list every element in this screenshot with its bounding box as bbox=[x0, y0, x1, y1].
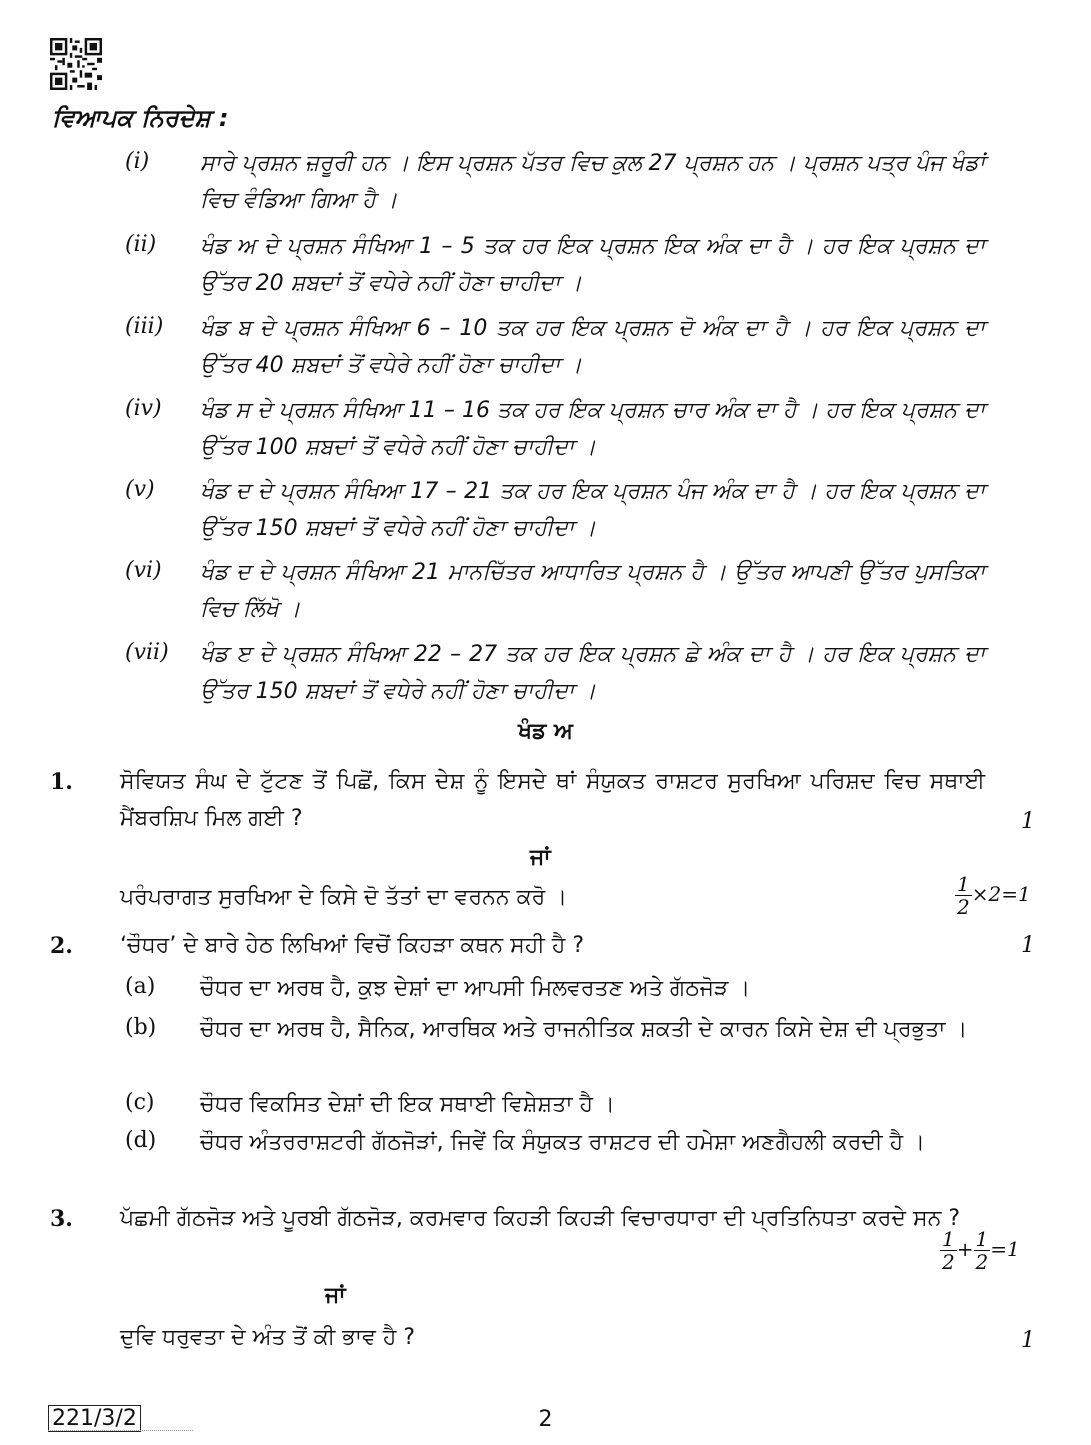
question-text: ਸੋਵਿਯਤ ਸੰਘ ਦੇ ਟੁੱਟਣ ਤੋਂ ਪਿਛੋਂ, ਕਿਸ ਦੇਸ਼ ਨੂੰ ਇਸਦੇ ਥਾਂ ਸੰਯੁਕਤ ਰਾਸ਼ਟਰ ਸੁਰਖਿਆ ਪਰਿਸ਼ਦ ਵਿਚ ਸਥਾਈ ਮੈਂਬਰਸ਼ਿਪ ਮਿਲ ਗਈ ? bbox=[120, 769, 985, 831]
question-number: 2. bbox=[50, 933, 73, 959]
option-label: (a) bbox=[125, 974, 156, 999]
question-1 bbox=[50, 763, 1035, 837]
fraction-denominator: 2 bbox=[975, 1250, 989, 1274]
fraction-denominator: 2 bbox=[942, 1250, 955, 1274]
fraction-denominator: 2 bbox=[957, 895, 970, 919]
question-mark: 1 bbox=[1021, 933, 1035, 958]
instruction-item bbox=[125, 145, 985, 219]
fraction-numerator: 1 bbox=[957, 872, 970, 896]
fraction-rest: =1 bbox=[990, 1237, 1020, 1261]
instruction-number: (iv) bbox=[125, 396, 162, 421]
general-instructions-title: ਵਿਆਪਕ ਨਿਰਦੇਸ਼ : bbox=[52, 104, 229, 132]
fraction-rest: ×2=1 bbox=[971, 882, 1031, 906]
instruction-item bbox=[125, 392, 985, 466]
instruction-number: (vi) bbox=[125, 558, 162, 583]
page-number: 2 bbox=[538, 1407, 553, 1432]
option-text: ਚੌਧਰ ਵਿਕਸਿਤ ਦੇਸ਼ਾਂ ਦੀ ਇਕ ਸਥਾਈ ਵਿਸ਼ੇਸ਼ਤਾ ਹੈ । bbox=[200, 1092, 615, 1117]
question-mark: 1 bbox=[1021, 1328, 1035, 1353]
fraction-numerator: 1 bbox=[942, 1227, 955, 1251]
alternative-question-text: ਦੁਵਿ ਧਰੁਵਤਾ ਦੇ ਅੰਤ ਤੋਂ ਕੀ ਭਾਵ ਹੈ ? bbox=[120, 1325, 416, 1350]
instruction-text: ਖੰਡ ਬ ਦੇ ਪ੍ਰਸ਼ਨ ਸੰਖਿਆ 6 – 10 ਤਕ ਹਰ ਇਕ ਪ੍ਰਸ਼ਨ ਦੋ ਅੰਕ ਦਾ ਹੈ । ਹਰ ਇਕ ਪ੍ਰਸ਼ਨ ਦਾ ਉੱਤਰ 40 ਸ਼ਬਦਾਂ ਤੋਂ ਵਧੇਰੇ ਨਹੀਂ ਹੋਣਾ ਚਾਹੀਦਾ । bbox=[200, 316, 985, 378]
instruction-text: ਖੰਡ ਸ ਦੇ ਪ੍ਰਸ਼ਨ ਸੰਖਿਆ 11 – 16 ਤਕ ਹਰ ਇਕ ਪ੍ਰਸ਼ਨ ਚਾਰ ਅੰਕ ਦਾ ਹੈ । ਹਰ ਇਕ ਪ੍ਰਸ਼ਨ ਦਾ ਉੱਤਰ 100 ਸ਼ਬਦਾਂ ਤੋਂ ਵਧੇਰੇ ਨਹੀਂ ਹੋਣਾ ਚਾਹੀਦਾ । bbox=[200, 398, 985, 460]
option-item bbox=[125, 1124, 985, 1161]
option-item bbox=[125, 1011, 985, 1048]
or-label: ਜਾਂ bbox=[530, 845, 551, 870]
instruction-item bbox=[125, 554, 985, 628]
option-label: (d) bbox=[125, 1128, 157, 1153]
instruction-number: (v) bbox=[125, 477, 155, 502]
question-3 bbox=[50, 1200, 1035, 1237]
instruction-item bbox=[125, 636, 985, 710]
instruction-text: ਖੰਡ ਦ ਦੇ ਪ੍ਰਸ਼ਨ ਸੰਖਿਆ 21 ਮਾਨਚਿੱਤਰ ਆਧਾਰਿਤ ਪ੍ਰਸ਼ਨ ਹੈ । ਉੱਤਰ ਆਪਣੀ ਉੱਤਰ ਪੁਸਤਿਕਾ ਵਿਚ ਲਿੱਖੋ । bbox=[200, 560, 985, 622]
instruction-text: ਖੰਡ ਅ ਦੇ ਪ੍ਰਸ਼ਨ ਸੰਖਿਆ 1 – 5 ਤਕ ਹਰ ਇਕ ਪ੍ਰਸ਼ਨ ਇਕ ਅੰਕ ਦਾ ਹੈ । ਹਰ ਇਕ ਪ੍ਰਸ਼ਨ ਦਾ ਉੱਤਰ 20 ਸ਼ਬਦਾਂ ਤੋਂ ਵਧੇਰੇ ਨਹੀਂ ਹੋਣਾ ਚਾਹੀਦਾ । bbox=[200, 234, 985, 296]
option-item bbox=[125, 1086, 985, 1123]
option-text: ਚੌਧਰ ਅੰਤਰਰਾਸ਼ਟਰੀ ਗੱਠਜੋੜਾਂ, ਜਿਵੇਂ ਕਿ ਸੰਯੁਕਤ ਰਾਸ਼ਟਰ ਦੀ ਹਮੇਸ਼ਾ ਅਣਗੈਹਲੀ ਕਰਦੀ ਹੈ । bbox=[200, 1130, 925, 1155]
instruction-item bbox=[125, 310, 985, 384]
instruction-number: (vii) bbox=[125, 640, 169, 665]
fraction-plus: + bbox=[956, 1237, 974, 1261]
instruction-number: (i) bbox=[125, 149, 150, 174]
alternative-question-text: ਪਰੰਪਰਾਗਤ ਸੁਰਖਿਆ ਦੇ ਕਿਸੇ ਦੋ ਤੱਤਾਂ ਦਾ ਵਰਨਨ ਕਰੋ । bbox=[120, 885, 568, 910]
instruction-number: (iii) bbox=[125, 314, 164, 339]
instruction-text: ਖੰਡ ਦ ਦੇ ਪ੍ਰਸ਼ਨ ਸੰਖਿਆ 17 – 21 ਤਕ ਹਰ ਇਕ ਪ੍ਰਸ਼ਨ ਪੰਜ ਅੰਕ ਦਾ ਹੈ । ਹਰ ਇਕ ਪ੍ਰਸ਼ਨ ਦਾ ਉੱਤਰ 150 ਸ਼ਬਦਾਂ ਤੋਂ ਵਧੇਰੇ ਨਹੀਂ ਹੋਣਾ ਚਾਹੀਦਾ । bbox=[200, 479, 985, 541]
option-item bbox=[125, 970, 985, 1007]
question-2 bbox=[50, 927, 1035, 964]
instruction-text: ਸਾਰੇ ਪ੍ਰਸ਼ਨ ਜ਼ਰੂਰੀ ਹਨ । ਇਸ ਪ੍ਰਸ਼ਨ ਪੱਤਰ ਵਿਚ ਕੁਲ 27 ਪ੍ਰਸ਼ਨ ਹਨ । ਪ੍ਰਸ਼ਨ ਪਤ੍ਰ ਪੰਜ ਖੰਡਾਂ ਵਿਚ ਵੰਡਿਆ ਗਿਆ ਹੈ । bbox=[200, 151, 985, 213]
option-text: ਚੌਧਰ ਦਾ ਅਰਥ ਹੈ, ਕੁਝ ਦੇਸ਼ਾਂ ਦਾ ਆਪਸੀ ਮਿਲਵਰਤਣ ਅਤੇ ਗੱਠਜੋੜ । bbox=[200, 976, 751, 1001]
qr-code-icon bbox=[50, 38, 102, 90]
option-text: ਚੌਧਰ ਦਾ ਅਰਥ ਹੈ, ਸੈਨਿਕ, ਆਰਥਿਕ ਅਤੇ ਰਾਜਨੀਤਿਕ ਸ਼ਕਤੀ ਦੇ ਕਾਰਨ ਕਿਸੇ ਦੇਸ਼ ਦੀ ਪ੍ਰਭੁਤਾ । bbox=[200, 1017, 968, 1042]
instruction-item bbox=[125, 473, 985, 547]
question-text: ਪੱਛਮੀ ਗੱਠਜੋੜ ਅਤੇ ਪੂਰਬੀ ਗੱਠਜੋੜ, ਕਰਮਵਾਰ ਕਿਹੜੀ ਕਿਹੜੀ ਵਿਚਾਰਧਾਰਾ ਦੀ ਪ੍ਰਤਿਨਿਧਤਾ ਕਰਦੇ ਸਨ ? bbox=[120, 1206, 961, 1231]
question-mark: 1 bbox=[1021, 809, 1035, 834]
option-label: (b) bbox=[125, 1015, 157, 1040]
question-number: 3. bbox=[50, 1206, 73, 1232]
paper-code: 221/3/2 bbox=[48, 1405, 141, 1432]
fraction-numerator: 1 bbox=[975, 1227, 989, 1251]
instruction-item bbox=[125, 228, 985, 302]
or-label: ਜਾਂ bbox=[325, 1283, 346, 1308]
fraction-mark bbox=[940, 1228, 1020, 1273]
question-number: 1. bbox=[50, 769, 73, 795]
section-title: ਖੰਡ ਅ bbox=[518, 719, 573, 744]
instruction-text: ਖੰਡ ੲ ਦੇ ਪ੍ਰਸ਼ਨ ਸੰਖਿਆ 22 – 27 ਤਕ ਹਰ ਇਕ ਪ੍ਰਸ਼ਨ ਛੇ ਅੰਕ ਦਾ ਹੈ । ਹਰ ਇਕ ਪ੍ਰਸ਼ਨ ਦਾ ਉੱਤਰ 150 ਸ਼ਬਦਾਂ ਤੋਂ ਵਧੇਰੇ ਨਹੀਂ ਹੋਣਾ ਚਾਹੀਦਾ । bbox=[200, 642, 985, 704]
option-label: (c) bbox=[125, 1090, 155, 1115]
instruction-number: (ii) bbox=[125, 232, 157, 257]
question-text: ‘ਚੌਧਰ’ ਦੇ ਬਾਰੇ ਹੇਠ ਲਿਖਿਆਂ ਵਿਚੋਂ ਕਿਹੜਾ ਕਥਨ ਸਹੀ ਹੈ ? bbox=[120, 933, 585, 958]
fraction-mark bbox=[955, 873, 1031, 918]
